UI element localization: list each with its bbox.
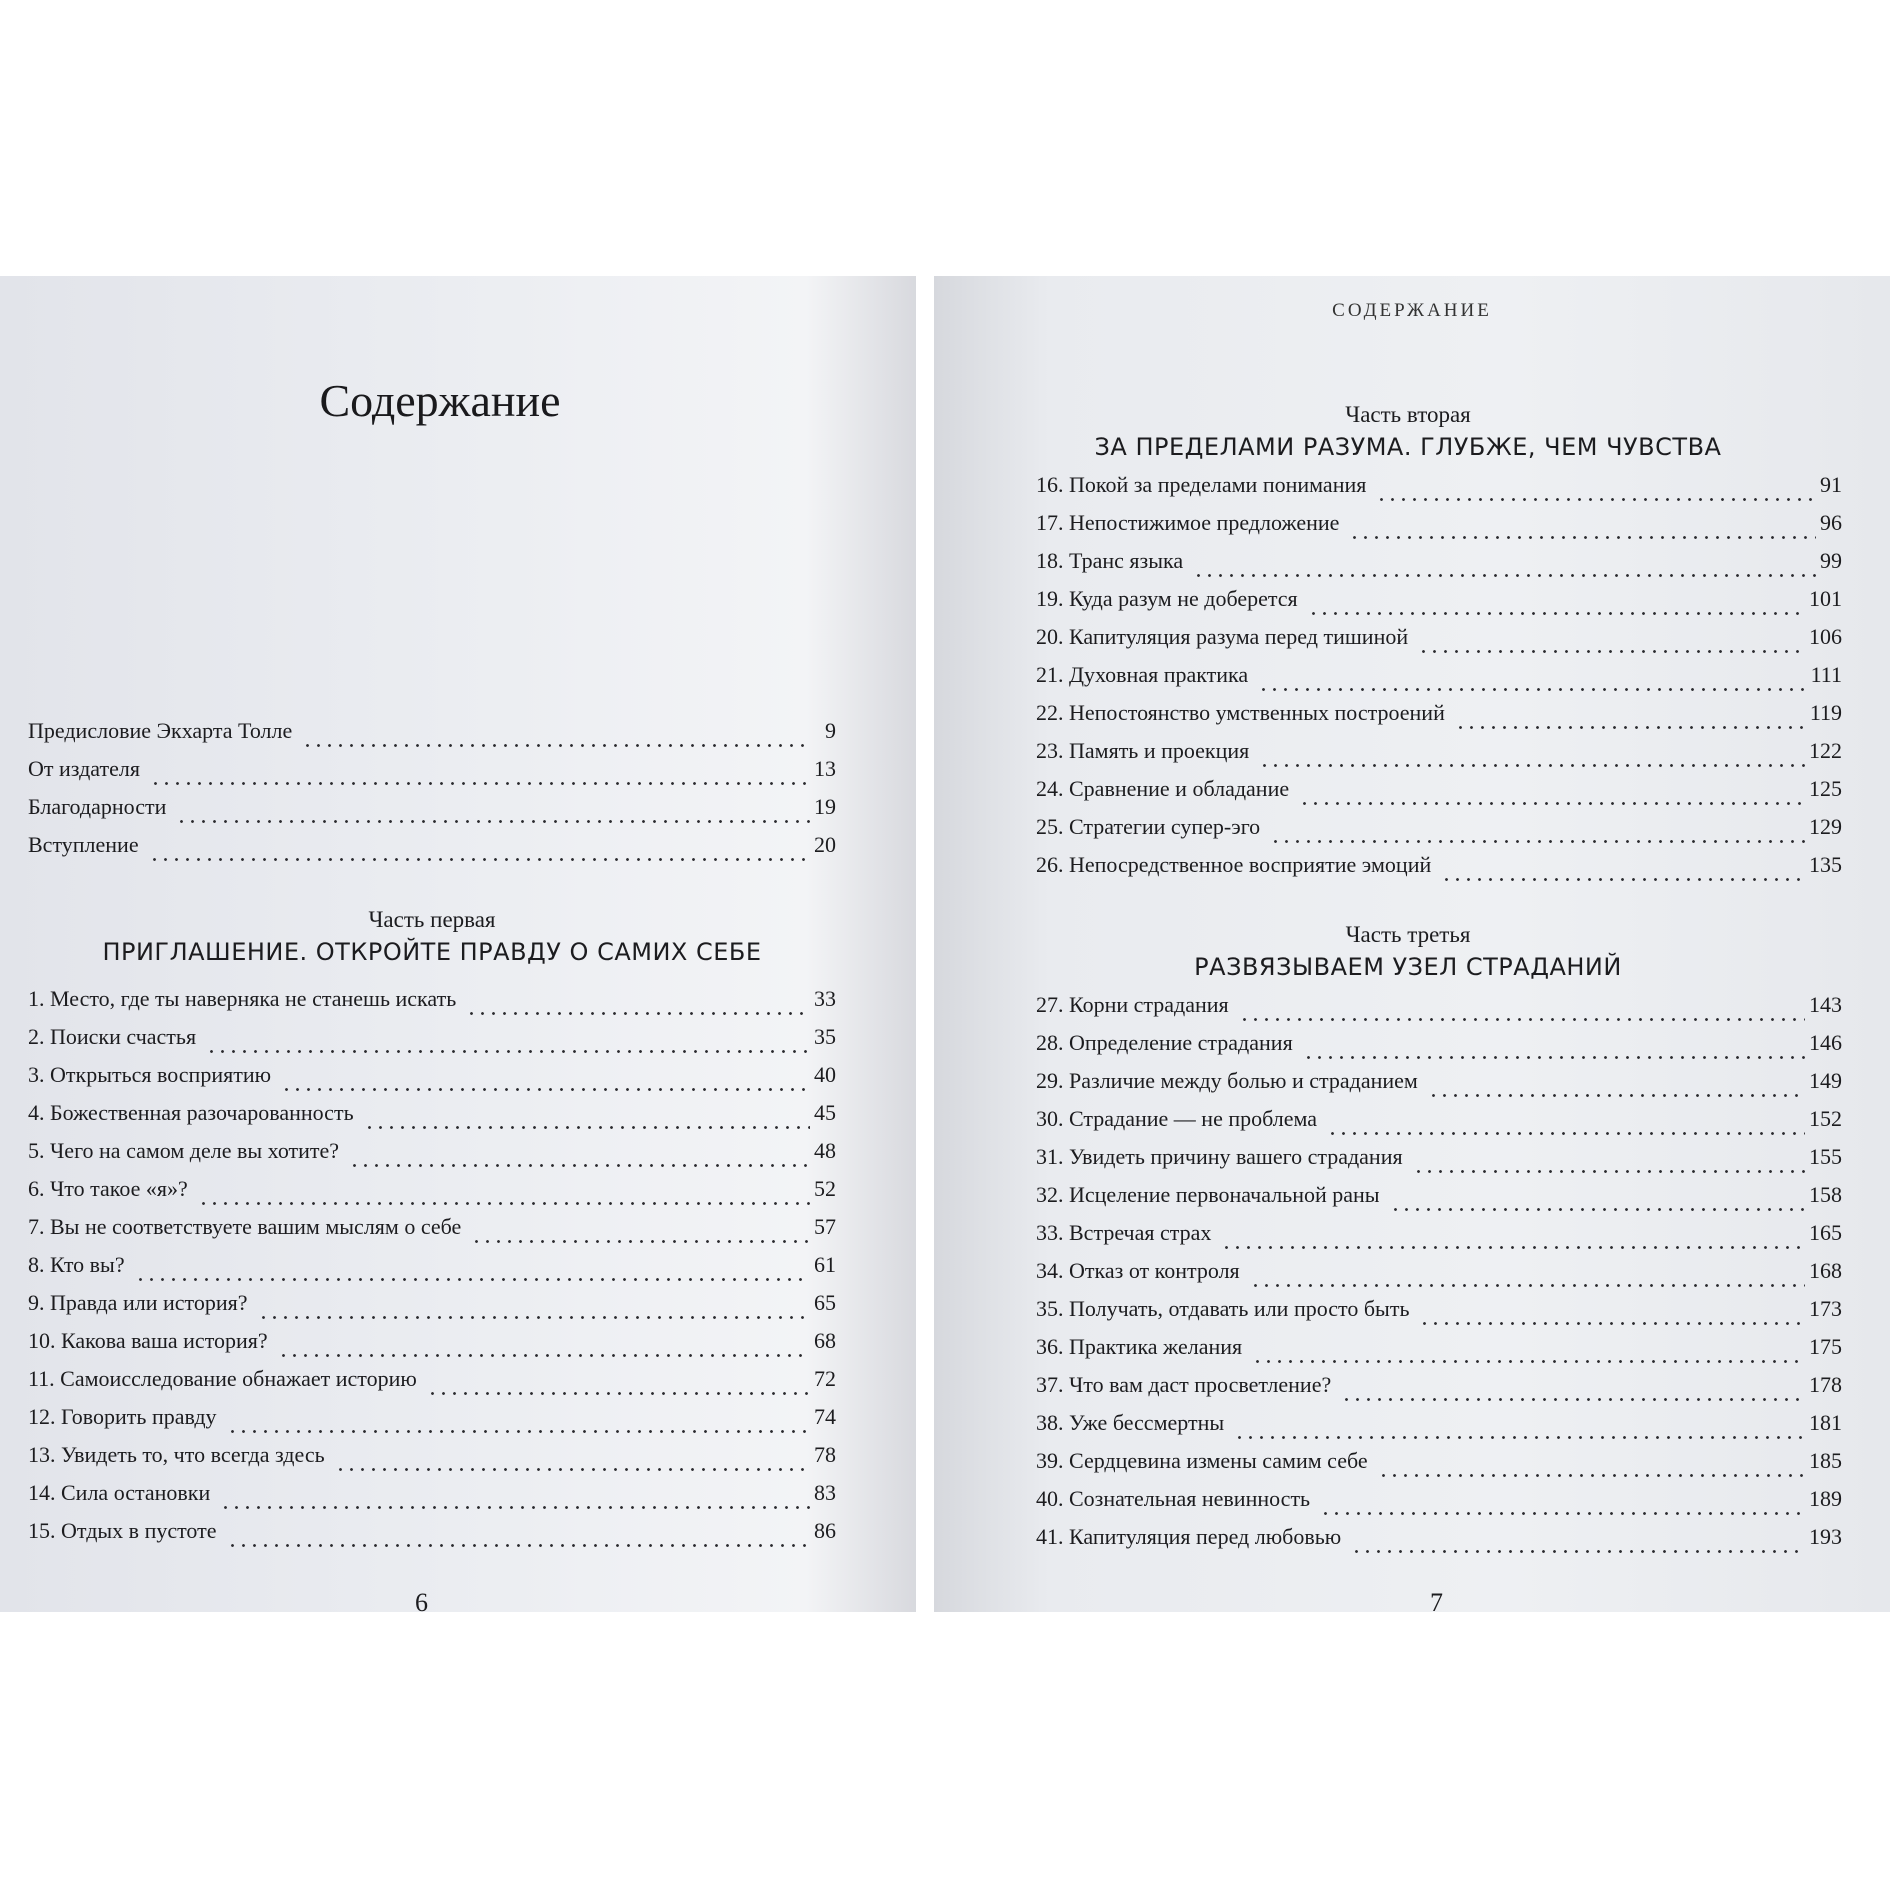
part-one-label: Часть первая: [368, 907, 496, 932]
toc-entry: [28, 1100, 836, 1138]
toc-entry-title: 35. Получать, отдавать или просто быть: [1036, 1296, 1410, 1321]
toc-entry: [1036, 700, 1842, 738]
toc-entry-title: Предисловие Экхарта Толле: [28, 718, 293, 743]
toc-entry-page: 119: [1809, 700, 1842, 725]
toc-entry: [28, 1328, 836, 1366]
page-number-left: 6: [415, 1588, 428, 1617]
toc-entry-title: 36. Практика желания: [1036, 1334, 1243, 1359]
part-three-label: Часть третья: [1345, 922, 1471, 947]
dot-leader: [1239, 1018, 1805, 1021]
toc-entry-page: 61: [814, 1252, 836, 1277]
toc-entry: [1036, 776, 1842, 814]
toc-entry-title: Благодарности: [28, 794, 167, 819]
toc-entry-page: 83: [814, 1480, 836, 1505]
dot-leader: [1455, 726, 1806, 729]
toc-entry: [28, 1138, 836, 1176]
toc-entry: [1036, 1106, 1842, 1144]
part-two-title: ЗА ПРЕДЕЛАМИ РАЗУМА. ГЛУБЖЕ, ЧЕМ ЧУВСТВА: [1094, 433, 1722, 461]
dot-leader: [1259, 764, 1805, 767]
dot-leader: [278, 1354, 810, 1357]
toc-entry-title: 2. Поиски счастья: [28, 1024, 197, 1049]
toc-entry-title: 41. Капитуляция перед любовью: [1036, 1524, 1342, 1549]
part-one-heading: [28, 905, 836, 969]
toc-entry-page: 125: [1809, 776, 1842, 801]
dot-leader: [1320, 1512, 1805, 1515]
toc-entry-title: 7. Вы не соответствуете вашим мыслям о себе: [28, 1214, 462, 1239]
toc-entry-page: 91: [1820, 472, 1842, 497]
toc-entry-title: 12. Говорить правду: [28, 1404, 217, 1429]
toc-entry-title: 25. Стратегии супер-эго: [1036, 814, 1261, 839]
toc-entry-title: 31. Увидеть причину вашего страдания: [1036, 1144, 1403, 1169]
toc-entry-page: 78: [814, 1442, 836, 1467]
toc-entry-title: 40. Сознательная невинность: [1036, 1486, 1311, 1511]
dot-leader: [302, 744, 812, 747]
toc-entry: [28, 1518, 836, 1556]
toc-entry-page: 185: [1809, 1448, 1842, 1473]
toc-entry-title: 19. Куда разум не доберется: [1036, 586, 1298, 611]
toc-entry-page: 65: [814, 1290, 836, 1315]
dot-leader: [1441, 878, 1805, 881]
toc-entry-title: 38. Уже бессмертны: [1036, 1410, 1225, 1435]
toc-entry-title: 5. Чего на самом деле вы хотите?: [28, 1138, 340, 1163]
dot-leader: [335, 1468, 810, 1471]
toc-entry-page: 158: [1809, 1182, 1842, 1207]
toc-entry-title: 3. Открыться восприятию: [28, 1062, 272, 1087]
toc-entry-page: 48: [814, 1138, 836, 1163]
dot-leader: [1250, 1284, 1805, 1287]
toc-entry-page: 189: [1809, 1486, 1842, 1511]
toc-entry-title: 1. Место, где ты наверняка не станешь искать: [28, 986, 457, 1011]
toc-entry: [28, 794, 836, 832]
toc-entry: [1036, 992, 1842, 1030]
toc-entry-page: 52: [814, 1176, 836, 1201]
dot-leader: [1193, 574, 1816, 577]
dot-leader: [258, 1316, 811, 1319]
toc-entry: [1036, 510, 1842, 548]
part-one-chapter-list: [28, 986, 836, 1556]
dot-leader: [1299, 802, 1805, 805]
toc-entry: [28, 832, 836, 870]
toc-entry: [1036, 1524, 1842, 1562]
part-three-chapter-list: [1036, 992, 1842, 1562]
toc-entry: [1036, 1372, 1842, 1410]
toc-entry-title: 39. Сердцевина измены самим себе: [1036, 1448, 1368, 1473]
toc-entry-page: 9: [825, 718, 836, 743]
toc-entry-title: Вступление: [28, 832, 139, 857]
toc-entry: [1036, 548, 1842, 586]
toc-entry-page: 57: [814, 1214, 836, 1239]
toc-entry-page: 45: [814, 1100, 836, 1125]
toc-entry-page: 149: [1809, 1068, 1842, 1093]
toc-entry: [1036, 1030, 1842, 1068]
part-two-label: Часть вторая: [1345, 402, 1471, 427]
toc-entry-title: 32. Исцеление первоначальной раны: [1036, 1182, 1380, 1207]
right-page: [934, 276, 1890, 1617]
dot-leader: [281, 1088, 810, 1091]
dot-leader: [1390, 1208, 1805, 1211]
toc-entry: [28, 1176, 836, 1214]
toc-entry: [28, 1214, 836, 1252]
toc-entry-title: 29. Различие между болью и страданием: [1036, 1068, 1418, 1093]
toc-entry: [28, 1404, 836, 1442]
toc-entry-page: 122: [1809, 738, 1842, 763]
toc-entry-page: 173: [1809, 1296, 1842, 1321]
toc-entry: [1036, 852, 1842, 890]
toc-entry: [1036, 586, 1842, 624]
book-spread: [0, 276, 1890, 1617]
toc-entry-title: 37. Что вам даст просветление?: [1036, 1372, 1332, 1397]
part-two-chapter-list: [1036, 472, 1842, 890]
dot-leader: [1252, 1360, 1805, 1363]
dot-leader: [149, 858, 810, 861]
toc-entry-title: 22. Непостоянство умственных построений: [1036, 700, 1445, 725]
dot-leader: [227, 1430, 810, 1433]
dot-leader: [1349, 536, 1816, 539]
toc-entry-page: 175: [1809, 1334, 1842, 1359]
dot-leader: [1428, 1094, 1805, 1097]
part-three-heading: [1034, 920, 1782, 984]
dot-leader: [1270, 840, 1805, 843]
toc-entry: [28, 718, 836, 756]
toc-entry-title: 34. Отказ от контроля: [1036, 1258, 1240, 1283]
toc-entry-title: 24. Сравнение и обладание: [1036, 776, 1290, 801]
toc-entry: [28, 1480, 836, 1518]
part-three-title: РАЗВЯЗЫВАЕМ УЗЕЛ СТРАДАНИЙ: [1194, 953, 1622, 981]
toc-entry-page: 96: [1820, 510, 1842, 535]
toc-entry: [28, 1290, 836, 1328]
dot-leader: [1418, 650, 1805, 653]
toc-entry: [28, 1062, 836, 1100]
toc-entry-title: 17. Непостижимое предложение: [1036, 510, 1340, 535]
dot-leader: [349, 1164, 810, 1167]
dot-leader: [466, 1012, 810, 1015]
gutter: [916, 276, 934, 1612]
running-head: СОДЕРЖАНИЕ: [1332, 300, 1492, 321]
toc-entry-page: 74: [814, 1404, 836, 1429]
toc-entry-title: 33. Встречая страх: [1036, 1220, 1212, 1245]
dot-leader: [1341, 1398, 1805, 1401]
dot-leader: [427, 1392, 810, 1395]
toc-entry-page: 86: [814, 1518, 836, 1543]
toc-entry-title: 26. Непосредственное восприятие эмоций: [1036, 852, 1432, 877]
toc-entry: [1036, 1258, 1842, 1296]
toc-entry-page: 101: [1809, 586, 1842, 611]
toc-entry-title: От издателя: [28, 756, 140, 781]
toc-entry: [1036, 662, 1842, 700]
front-matter-list: [28, 718, 836, 870]
toc-entry-page: 40: [814, 1062, 836, 1087]
toc-entry-title: 30. Страдание — не проблема: [1036, 1106, 1318, 1131]
dot-leader: [364, 1126, 810, 1129]
toc-entry-title: 20. Капитуляция разума перед тишиной: [1036, 624, 1409, 649]
toc-entry: [1036, 1144, 1842, 1182]
toc-entry-title: 14. Сила остановки: [28, 1480, 211, 1505]
page-title: Содержание: [319, 375, 561, 426]
toc-entry-title: 10. Какова ваша история?: [28, 1328, 268, 1353]
dot-leader: [227, 1544, 810, 1547]
toc-entry: [1036, 814, 1842, 852]
dot-leader: [1258, 688, 1806, 691]
toc-entry-title: 28. Определение страдания: [1036, 1030, 1293, 1055]
toc-entry-page: 181: [1809, 1410, 1842, 1435]
toc-entry-page: 13: [814, 756, 836, 781]
toc-entry-title: 6. Что такое «я»?: [28, 1176, 188, 1201]
toc-entry: [28, 756, 836, 794]
toc-entry-page: 193: [1809, 1524, 1842, 1549]
dot-leader: [1351, 1550, 1805, 1553]
toc-entry: [28, 1252, 836, 1290]
toc-entry-title: 4. Божественная разочарованность: [28, 1100, 354, 1125]
dot-leader: [1234, 1436, 1805, 1439]
toc-entry-title: 23. Память и проекция: [1036, 738, 1250, 763]
toc-entry: [1036, 1448, 1842, 1486]
toc-entry: [28, 1366, 836, 1404]
dot-leader: [1378, 1474, 1805, 1477]
toc-entry-page: 146: [1809, 1030, 1842, 1055]
toc-entry: [1036, 1068, 1842, 1106]
dot-leader: [1308, 612, 1805, 615]
part-one-title: ПРИГЛАШЕНИЕ. ОТКРОЙТЕ ПРАВДУ О САМИХ СЕБЕ: [102, 938, 762, 966]
toc-entry-page: 165: [1809, 1220, 1842, 1245]
toc-entry-page: 155: [1809, 1144, 1842, 1169]
toc-entry: [28, 986, 836, 1024]
toc-entry-page: 99: [1820, 548, 1842, 573]
toc-entry-page: 20: [814, 832, 836, 857]
toc-entry-title: 11. Самоисследование обнажает историю: [28, 1366, 417, 1391]
left-page: [0, 276, 916, 1617]
dot-leader: [176, 820, 810, 823]
toc-entry: [1036, 1334, 1842, 1372]
dot-leader: [150, 782, 810, 785]
toc-entry: [1036, 1220, 1842, 1258]
toc-entry-title: 15. Отдых в пустоте: [28, 1518, 217, 1543]
dot-leader: [1303, 1056, 1805, 1059]
dot-leader: [1221, 1246, 1805, 1249]
toc-entry-page: 152: [1809, 1106, 1842, 1131]
toc-entry-page: 33: [814, 986, 836, 1011]
toc-entry-title: 18. Транс языка: [1036, 548, 1184, 573]
dot-leader: [198, 1202, 810, 1205]
toc-entry-page: 129: [1809, 814, 1842, 839]
toc-entry: [1036, 624, 1842, 662]
dot-leader: [135, 1278, 810, 1281]
toc-entry-page: 143: [1809, 992, 1842, 1017]
toc-entry: [28, 1024, 836, 1062]
dot-leader: [1376, 498, 1816, 501]
toc-entry: [28, 1442, 836, 1480]
toc-entry-page: 168: [1809, 1258, 1842, 1283]
toc-entry-page: 19: [814, 794, 836, 819]
dot-leader: [206, 1050, 810, 1053]
toc-entry-page: 135: [1809, 852, 1842, 877]
toc-entry-page: 68: [814, 1328, 836, 1353]
toc-entry-page: 178: [1809, 1372, 1842, 1397]
toc-entry-title: 21. Духовная практика: [1036, 662, 1249, 687]
toc-entry: [1036, 1486, 1842, 1524]
page-number-right: 7: [1430, 1588, 1443, 1617]
toc-entry: [1036, 1410, 1842, 1448]
toc-entry: [1036, 738, 1842, 776]
dot-leader: [220, 1506, 810, 1509]
toc-entry-title: 27. Корни страдания: [1036, 992, 1229, 1017]
toc-entry: [1036, 1296, 1842, 1334]
toc-entry: [1036, 1182, 1842, 1220]
toc-entry-page: 72: [814, 1366, 836, 1391]
toc-entry-page: 111: [1810, 662, 1842, 687]
toc-entry-page: 106: [1809, 624, 1842, 649]
part-two-heading: [1034, 400, 1782, 464]
toc-entry-page: 35: [814, 1024, 836, 1049]
toc-entry: [1036, 472, 1842, 510]
toc-entry-title: 16. Покой за пределами понимания: [1036, 472, 1367, 497]
toc-entry-title: 8. Кто вы?: [28, 1252, 125, 1277]
dot-leader: [1419, 1322, 1805, 1325]
toc-entry-title: 9. Правда или история?: [28, 1290, 248, 1315]
toc-entry-title: 13. Увидеть то, что всегда здесь: [28, 1442, 325, 1467]
dot-leader: [1413, 1170, 1805, 1173]
dot-leader: [1327, 1132, 1805, 1135]
dot-leader: [471, 1240, 810, 1243]
